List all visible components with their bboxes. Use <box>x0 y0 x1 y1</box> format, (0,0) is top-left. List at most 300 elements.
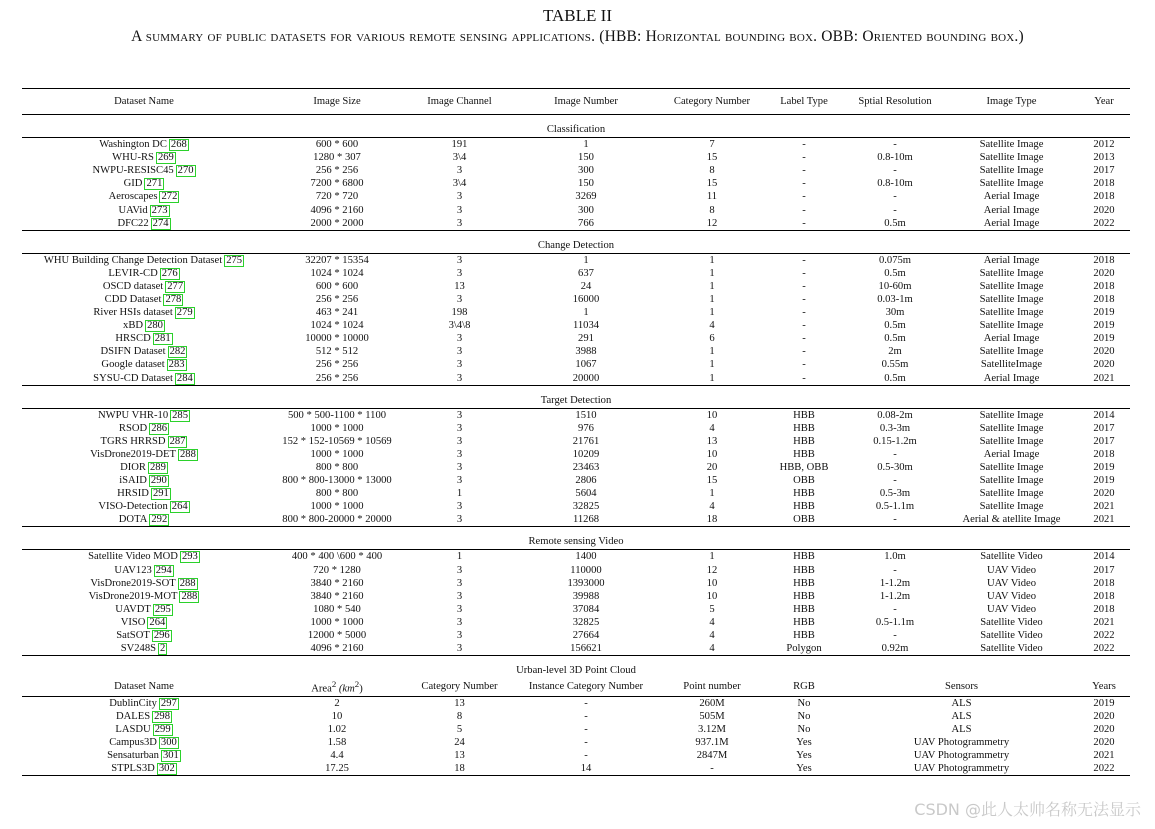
cell-res: - <box>893 475 897 487</box>
cell-size: 1024 * 1024 <box>310 267 364 279</box>
dataset-name-cell <box>22 358 266 371</box>
citation-link[interactable]: 273 <box>151 204 168 216</box>
cell-res: 0.5-3m <box>879 488 911 500</box>
dataset-name: Washington DC <box>99 139 167 151</box>
cell-year: 2017 <box>1093 564 1115 576</box>
cell-instance: - <box>584 750 588 762</box>
cell-category: 1 <box>709 359 715 371</box>
cell-res: 0.92m <box>881 643 909 655</box>
table-row <box>22 151 1130 164</box>
cell-res: 0.03-1m <box>877 293 913 305</box>
citation-link[interactable]: 288 <box>179 448 196 460</box>
cell-size: 32207 * 15354 <box>305 254 369 266</box>
dataset-name-cell <box>22 500 266 513</box>
table-row <box>22 358 1130 371</box>
table-row <box>22 345 1130 358</box>
table-label: TABLE II <box>543 6 612 25</box>
cell-type: Satellite Image <box>979 462 1044 474</box>
cell-type: Satellite Image <box>979 346 1044 358</box>
cell-sensors: UAV Photogrammetry <box>913 750 1010 762</box>
dataset-name-cell <box>22 138 266 152</box>
table-row <box>22 629 1130 642</box>
cell-category: 1 <box>709 372 715 384</box>
citation-link[interactable]: 289 <box>150 462 166 474</box>
cell-size: 256 * 256 <box>315 372 359 384</box>
cell-number: 16000 <box>572 293 600 305</box>
citation-link[interactable]: 268 <box>170 139 187 151</box>
cell-number: 27664 <box>572 630 600 642</box>
dataset-name: WHU-RS <box>112 152 154 164</box>
cell-channel: 3 <box>456 422 463 434</box>
citation-link[interactable]: 295 <box>154 603 171 615</box>
dataset-name: TGRS HRRSD <box>100 435 166 447</box>
cell-instance: - <box>584 723 588 735</box>
cell-number: 300 <box>578 165 594 177</box>
citation-link[interactable]: 272 <box>161 191 178 203</box>
cell-type: Satellite Video <box>980 551 1043 563</box>
cell-number: 10209 <box>572 448 600 460</box>
table-row <box>22 603 1130 616</box>
cell-size: 256 * 256 <box>315 359 359 371</box>
table-row <box>22 590 1130 603</box>
dataset-name-cell <box>22 306 266 319</box>
col-header: Instance Category Number <box>528 681 644 693</box>
table-row <box>22 422 1130 435</box>
citation-link[interactable]: 291 <box>152 488 169 500</box>
cell-year: 2012 <box>1093 139 1115 151</box>
cell-label: HBB <box>793 616 815 628</box>
citation-link[interactable]: 285 <box>172 409 189 421</box>
cell-channel: 3 <box>456 643 463 655</box>
cell-year: 2014 <box>1093 551 1115 563</box>
dataset-name-cell <box>22 723 266 736</box>
cell-label: HBB, OBB <box>779 462 829 474</box>
cell-type: Satellite Image <box>979 435 1044 447</box>
cell-instance: 14 <box>580 763 592 775</box>
dataset-name-cell <box>22 203 266 216</box>
cell-res: - <box>893 191 897 203</box>
cell-category: 15 <box>706 152 718 164</box>
cell-number: 156621 <box>570 643 602 655</box>
dataset-name-cell <box>22 422 266 435</box>
col-header: Sensors <box>945 681 978 693</box>
cell-year: 2018 <box>1093 191 1115 203</box>
dataset-name-cell <box>22 332 266 345</box>
cell-year: 2020 <box>1093 488 1115 500</box>
dataset-name-cell <box>22 696 266 710</box>
citation-link[interactable]: 284 <box>176 372 193 384</box>
cell-sensors: UAV Photogrammetry <box>913 763 1010 775</box>
table-row <box>22 550 1130 564</box>
cell-type: Satellite Image <box>979 139 1044 151</box>
cell-number: 766 <box>578 217 594 229</box>
dataset-name: GID <box>123 178 143 190</box>
cell-number: 21761 <box>572 435 600 447</box>
cell-label: - <box>802 165 806 177</box>
cell-channel: 3 <box>456 191 463 203</box>
cell-res: 10-60m <box>878 280 912 292</box>
cell-res: 0.8-10m <box>877 178 913 190</box>
citation-link[interactable]: 282 <box>169 346 186 358</box>
cell-number: 1 <box>583 139 589 151</box>
cell-channel: 3 <box>456 409 463 421</box>
cell-number: 39988 <box>572 590 600 602</box>
dataset-name: DublinCity <box>109 697 157 709</box>
dataset-name-cell <box>22 151 266 164</box>
cell-size: 1000 * 1000 <box>310 422 364 434</box>
cell-category: 6 <box>709 333 715 345</box>
table-row <box>22 203 1130 216</box>
citation-link[interactable]: 264 <box>149 616 166 628</box>
table-row <box>22 564 1130 577</box>
table-row <box>22 372 1130 386</box>
cell-year: 2020 <box>1093 346 1115 358</box>
cell-year: 2018 <box>1093 603 1115 615</box>
cell-type: UAV Video <box>986 577 1037 589</box>
citation-link[interactable]: 301 <box>162 750 179 762</box>
cell-number: 110000 <box>570 564 602 576</box>
citation-link[interactable]: 280 <box>147 320 163 332</box>
dataset-name: UAV123 <box>114 564 152 576</box>
cell-res: 0.5m <box>884 372 906 384</box>
cell-category: 12 <box>706 564 718 576</box>
cell-year: 2019 <box>1093 475 1115 487</box>
cell-size: 1024 * 1024 <box>310 320 364 332</box>
cell-type: Satellite Image <box>979 422 1044 434</box>
col-header: Dataset Name <box>114 681 174 693</box>
table-row <box>22 306 1130 319</box>
table-row <box>22 616 1130 629</box>
cell-number: 3988 <box>575 346 597 358</box>
cell-number: 2806 <box>575 475 597 487</box>
cell-label: - <box>802 178 806 190</box>
citation-link[interactable]: 275 <box>226 254 243 266</box>
cell-category: 10 <box>706 577 718 589</box>
cell-channel: 191 <box>451 139 468 151</box>
cell-rgb: No <box>797 723 811 735</box>
cell-label: - <box>802 307 806 319</box>
citation-link[interactable]: 287 <box>169 435 186 447</box>
cell-category: 4 <box>709 643 715 655</box>
cell-type: Satellite Image <box>979 488 1044 500</box>
table-row <box>22 138 1130 152</box>
dataset-name-cell <box>22 448 266 461</box>
cell-category: 24 <box>454 737 465 749</box>
cell-category: 1 <box>709 346 715 358</box>
cell-number: 637 <box>578 267 594 279</box>
cell-type: Satellite Image <box>979 280 1044 292</box>
citation-link[interactable]: 271 <box>146 178 163 190</box>
dataset-name: DOTA <box>118 514 148 526</box>
cell-res: 0.5-30m <box>877 462 913 474</box>
cell-res: 1-1.2m <box>879 577 911 589</box>
cell-type: UAV Video <box>986 590 1037 602</box>
col-header: Dataset Name <box>114 96 174 107</box>
table-row <box>22 736 1130 749</box>
col-header: Image Type <box>986 96 1037 107</box>
cell-res: 0.5m <box>884 333 906 345</box>
urban-header-row <box>22 678 1130 696</box>
dataset-name-cell <box>22 345 266 358</box>
cell-points: - <box>710 763 714 775</box>
citation-link[interactable]: 300 <box>160 737 177 749</box>
section-title: Change Detection <box>537 239 615 251</box>
citation-link[interactable]: 277 <box>167 280 184 292</box>
cell-channel: 3 <box>456 603 463 615</box>
col-header: Label Type <box>780 96 828 107</box>
dataset-name-cell <box>22 550 266 564</box>
cell-type: Satellite Image <box>979 501 1044 513</box>
table-row <box>22 253 1130 267</box>
cell-area: 2 <box>334 697 340 709</box>
citation-link[interactable]: 269 <box>157 152 174 164</box>
dataset-name-cell <box>22 487 266 500</box>
cell-number: 300 <box>578 204 594 216</box>
cell-type: Aerial Image <box>983 217 1040 229</box>
cell-number: 3269 <box>575 191 597 203</box>
cell-year: 2017 <box>1093 165 1115 177</box>
cell-type: UAV Video <box>986 564 1037 576</box>
citation-link[interactable]: 288 <box>181 590 198 602</box>
dataset-name: OSCD dataset <box>102 280 164 292</box>
dataset-name: River HSIs dataset <box>93 307 173 319</box>
cell-category: 10 <box>706 590 718 602</box>
cell-instance: - <box>584 737 588 749</box>
citation-link[interactable]: 278 <box>165 293 182 305</box>
dataset-name-cell <box>22 217 266 231</box>
table-row <box>22 642 1130 656</box>
citation-link[interactable]: 294 <box>155 564 172 576</box>
section-title-row <box>22 385 1130 408</box>
cell-number: 11034 <box>572 320 600 332</box>
cell-label: HBB <box>793 551 815 563</box>
dataset-name-cell <box>22 177 266 190</box>
citation-link[interactable]: 292 <box>151 514 168 526</box>
cell-size: 463 * 241 <box>315 307 359 319</box>
table-caption: A summary of public datasets for various remote sensing applications. (HBB: Horizontal bounding box. OBB: Oriented bounding box.) <box>131 28 1024 45</box>
cell-res: 0.5-1.1m <box>875 616 915 628</box>
cell-res: 0.5m <box>884 267 906 279</box>
cell-size: 800 * 800 <box>315 462 359 474</box>
dataset-name: VisDrone2019-MOT <box>88 590 178 602</box>
cell-area: 10 <box>331 710 343 722</box>
col-header: Image Size <box>313 96 361 107</box>
cell-category: 7 <box>709 139 715 151</box>
cell-size: 3840 * 2160 <box>310 590 364 602</box>
cell-res: 30m <box>885 307 905 319</box>
cell-year: 2018 <box>1093 590 1115 602</box>
dataset-name: DALES <box>115 710 151 722</box>
cell-res: - <box>893 204 897 216</box>
section-title: Target Detection <box>540 394 612 406</box>
cell-year: 2019 <box>1093 307 1115 319</box>
citation-link[interactable]: 281 <box>154 333 171 345</box>
col-header: Point number <box>683 681 741 693</box>
cell-category: 10 <box>706 448 718 460</box>
cell-res: - <box>893 139 897 151</box>
cell-number: 1067 <box>575 359 597 371</box>
cell-points: 505M <box>699 710 725 722</box>
dataset-name: Google dataset <box>101 359 165 371</box>
cell-size: 1000 * 1000 <box>310 448 364 460</box>
cell-type: Satellite Image <box>979 293 1044 305</box>
cell-res: 2m <box>888 346 902 358</box>
table-row <box>22 408 1130 422</box>
dataset-name-cell <box>22 762 266 776</box>
citation-link[interactable]: 298 <box>154 710 171 722</box>
citation-link[interactable]: 293 <box>181 551 198 563</box>
citation-link[interactable]: 264 <box>171 501 188 513</box>
cell-category: 18 <box>706 514 718 526</box>
cell-category: 20 <box>706 462 718 474</box>
dataset-name-cell <box>22 629 266 642</box>
table-row <box>22 217 1130 231</box>
cell-rgb: No <box>797 710 811 722</box>
cell-year: 2020 <box>1093 710 1115 722</box>
cell-res: 0.075m <box>878 254 912 266</box>
cell-size: 800 * 800 <box>315 488 359 500</box>
dataset-name-cell <box>22 408 266 422</box>
citation-link[interactable]: 296 <box>153 630 170 642</box>
cell-year: 2020 <box>1093 267 1115 279</box>
cell-size: 600 * 600 <box>315 139 359 151</box>
cell-category: 13 <box>454 750 465 762</box>
table-row <box>22 164 1130 177</box>
dataset-name-cell <box>22 164 266 177</box>
cell-type: Satellite Video <box>980 630 1043 642</box>
cell-year: 2019 <box>1093 333 1115 345</box>
cell-channel: 198 <box>451 307 468 319</box>
cell-category: 8 <box>456 710 463 722</box>
cell-size: 500 * 500-1100 * 1100 <box>287 409 387 421</box>
cell-channel: 3 <box>456 616 463 628</box>
cell-size: 152 * 152-10569 * 10569 <box>282 435 392 447</box>
dataset-name: RSOD <box>118 422 148 434</box>
citation-link[interactable]: 286 <box>151 422 168 434</box>
cell-label: - <box>802 359 806 371</box>
cell-number: 1 <box>583 254 589 266</box>
cell-year: 2014 <box>1093 409 1115 421</box>
cell-res: - <box>893 603 897 615</box>
cell-label: HBB <box>793 577 815 589</box>
cell-year: 2019 <box>1093 462 1115 474</box>
citation-link[interactable]: 288 <box>179 577 196 589</box>
cell-category: 1 <box>709 267 715 279</box>
cell-area: 17.25 <box>325 763 349 775</box>
cell-sensors: ALS <box>951 710 972 722</box>
citation-link[interactable]: 302 <box>158 763 175 775</box>
cell-type: Satellite Image <box>979 267 1044 279</box>
cell-res: - <box>893 448 897 460</box>
cell-rgb: Yes <box>796 750 812 762</box>
cell-size: 256 * 256 <box>315 293 359 305</box>
citation-link[interactable]: 290 <box>150 475 167 487</box>
cell-category: 15 <box>706 178 718 190</box>
col-header: Years <box>1092 681 1116 693</box>
cell-category: 13 <box>706 435 718 447</box>
cell-rgb: Yes <box>796 737 812 749</box>
cell-channel: 3\4\8 <box>448 320 471 332</box>
cell-label: Polygon <box>786 643 822 655</box>
citation-link[interactable]: 2 <box>160 643 166 655</box>
dataset-name: Campus3D <box>109 737 157 749</box>
cell-year: 2018 <box>1093 448 1115 460</box>
citation-link[interactable]: 297 <box>160 697 177 709</box>
table-row <box>22 696 1130 710</box>
dataset-name: LASDU <box>115 723 151 735</box>
cell-res: 0.5m <box>884 217 906 229</box>
col-header-area: Area$^2$ $(km^2)$ <box>311 679 363 695</box>
citation-link[interactable]: 270 <box>177 165 194 177</box>
cell-type: Satellite Image <box>979 320 1044 332</box>
cell-label: - <box>802 293 806 305</box>
cell-rgb: Yes <box>796 763 812 775</box>
dataset-name-cell <box>22 319 266 332</box>
cell-label: HBB <box>793 422 815 434</box>
cell-channel: 3 <box>456 204 463 216</box>
cell-res: 0.5-1.1m <box>875 501 915 513</box>
col-header: Image Number <box>554 96 618 107</box>
citation-link[interactable]: 283 <box>168 359 185 371</box>
cell-type: Satellite Image <box>979 178 1044 190</box>
table-row <box>22 332 1130 345</box>
col-header: Year <box>1094 96 1114 107</box>
cell-channel: 3 <box>456 462 463 474</box>
dataset-name: Satellite Video MOD <box>88 551 178 563</box>
cell-number: 976 <box>578 422 594 434</box>
table-row <box>22 280 1130 293</box>
dataset-name: SYSU-CD Dataset <box>93 372 173 384</box>
cell-number: 150 <box>578 152 594 164</box>
cell-type: Aerial Image <box>983 372 1040 384</box>
cell-label: HBB <box>793 603 815 615</box>
cell-label: HBB <box>793 448 815 460</box>
citation-link[interactable]: 276 <box>161 267 178 279</box>
cell-label: OBB <box>793 475 815 487</box>
cell-channel: 3 <box>456 217 463 229</box>
cell-size: 720 * 720 <box>315 191 359 203</box>
citation-link[interactable]: 274 <box>152 217 169 229</box>
section-title: Classification <box>546 124 606 135</box>
dataset-name: SatSOT <box>116 630 150 642</box>
table-row <box>22 762 1130 776</box>
table-row <box>22 461 1130 474</box>
cell-category: 1 <box>709 293 715 305</box>
cell-channel: 3 <box>456 501 463 513</box>
cell-label: HBB <box>793 630 815 642</box>
citation-link[interactable]: 279 <box>176 307 193 319</box>
cell-label: - <box>802 204 806 216</box>
cell-channel: 3 <box>456 630 463 642</box>
cell-res: - <box>893 564 897 576</box>
cell-type: Aerial Image <box>983 204 1040 216</box>
table-row <box>22 710 1130 723</box>
cell-category: 10 <box>706 409 718 421</box>
cell-label: - <box>802 152 806 164</box>
datasets-table <box>22 88 1130 776</box>
dataset-name: STPLS3D <box>111 763 155 775</box>
dataset-name: HRSCD <box>115 333 151 345</box>
cell-label: HBB <box>793 564 815 576</box>
cell-size: 4096 * 2160 <box>310 643 364 655</box>
table-body <box>22 115 1130 776</box>
cell-channel: 3 <box>456 435 463 447</box>
cell-label: OBB <box>793 514 815 526</box>
dataset-name-cell <box>22 372 266 386</box>
section-title-row <box>22 656 1130 679</box>
cell-channel: 3 <box>456 359 463 371</box>
citation-link[interactable]: 299 <box>154 723 171 735</box>
